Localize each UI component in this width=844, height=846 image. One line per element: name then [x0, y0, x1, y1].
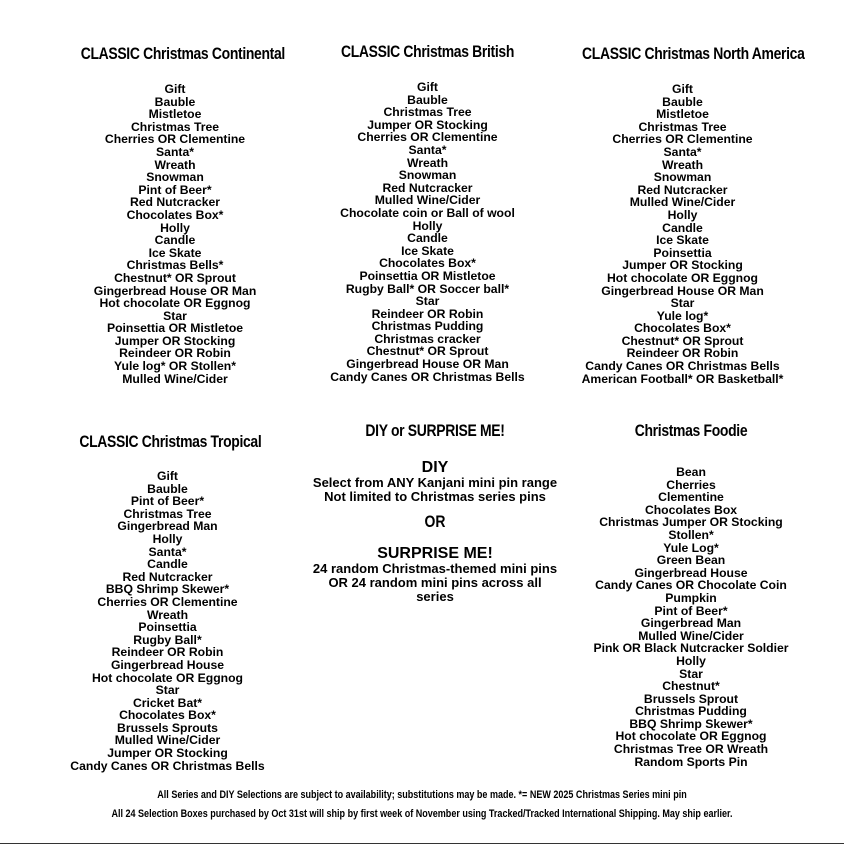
list-item: Chocolate coin or Ball of wool	[340, 205, 515, 220]
list-item: Gingerbread House	[634, 565, 748, 580]
list-item: Star	[679, 666, 703, 681]
list-item: Mulled Wine/Cider	[114, 733, 221, 748]
list-item: Cherries	[666, 477, 716, 492]
list-item: Chocolates Box	[644, 502, 738, 517]
british-section	[320, 42, 535, 383]
list-item: Chestnut* OR Sprout	[366, 344, 489, 359]
north-america-title: CLASSIC Christmas North America	[582, 44, 805, 63]
list-item: Stollen*	[668, 527, 714, 542]
north-america-section	[560, 44, 805, 385]
list-item: Cherries OR Clementine	[357, 130, 498, 145]
list-item: Snowman	[398, 168, 457, 183]
list-item: Star	[163, 308, 187, 323]
list-item: Christmas Bells*	[126, 258, 224, 273]
foodie-title: Christmas Foodie	[634, 421, 748, 440]
bottom-divider	[0, 843, 844, 844]
list-item: Holly	[152, 531, 183, 546]
continental-section	[60, 44, 290, 385]
list-item: Green Bean	[656, 553, 726, 568]
list-item: Snowman	[653, 170, 712, 185]
tropical-list	[60, 470, 275, 772]
list-item: Chocolates Box*	[634, 321, 731, 336]
footer-availability-note: All Series and DIY Selections are subject to availability; substitutions may be made. *= NEW 2025 Christmas Series mini pin	[157, 789, 687, 801]
list-item: Santa*	[663, 144, 702, 159]
diy-heading: DIY	[421, 459, 449, 476]
list-item: Holly	[160, 220, 190, 235]
tropical-title: CLASSIC Christmas Tropical	[79, 432, 262, 451]
list-item: Snowman	[146, 170, 204, 185]
list-item: Cherries OR Clementine	[612, 132, 753, 147]
list-item: Brussels Sprouts	[117, 720, 218, 735]
list-item: Gingerbread House OR Man	[601, 283, 764, 298]
list-item: Ice Skate	[148, 245, 202, 260]
list-item: Christmas Jumper OR Stocking	[599, 515, 783, 530]
list-item: Chestnut* OR Sprout	[114, 270, 236, 285]
list-item: Gingerbread House OR Man	[346, 357, 509, 372]
list-item: Ice Skate	[656, 233, 709, 248]
list-item: Pint of Beer*	[654, 603, 728, 618]
list-item: Pumpkin	[665, 590, 717, 605]
list-item: Pint of Beer*	[138, 182, 212, 197]
diy-line-2: Not limited to Christmas series pins	[324, 489, 546, 504]
list-item: Hot chocolate OR Eggnog	[607, 270, 758, 285]
list-item: Wreath	[146, 607, 189, 622]
list-item: Christmas Tree	[123, 506, 212, 521]
list-item: Hot chocolate OR Eggnog	[615, 729, 767, 744]
list-item: Poinsettia	[138, 620, 197, 635]
list-item: Mistletoe	[148, 107, 202, 122]
list-item: Christmas Tree OR Wreath	[613, 742, 769, 757]
surprise-line-2: OR 24 random mini pins across all	[328, 575, 542, 590]
list-item: Clementine	[658, 490, 724, 505]
list-item: Gift	[164, 82, 186, 96]
diy-line-1: Select from ANY Kanjani mini pin range	[312, 475, 558, 490]
list-item: Hot chocolate OR Eggnog	[92, 670, 243, 685]
list-item: Red Nutcracker	[382, 180, 473, 195]
list-item: Santa*	[148, 544, 187, 559]
surprise-line-3: series	[416, 589, 454, 604]
or-divider: OR	[424, 512, 446, 531]
continental-title: CLASSIC Christmas Continental	[80, 44, 285, 63]
list-item: Jumper OR Stocking	[114, 333, 236, 348]
list-item: BBQ Shrimp Skewer*	[105, 582, 230, 597]
list-item: Wreath	[154, 157, 196, 172]
list-item: Gingerbread Man	[640, 616, 742, 631]
list-item: Gift	[672, 82, 693, 96]
list-item: Bauble	[407, 92, 448, 107]
foodie-section	[580, 421, 802, 768]
list-item: Candle	[154, 233, 196, 248]
list-item: Christmas Pudding	[371, 319, 484, 334]
list-item: Gingerbread Man	[117, 519, 218, 534]
list-item: Holly	[676, 653, 706, 668]
list-item: Jumper OR Stocking	[107, 746, 228, 761]
list-item: Gingerbread House OR Man	[93, 283, 257, 298]
list-item: Santa*	[156, 144, 194, 159]
list-item: Candy Canes OR Christmas Bells	[585, 359, 780, 374]
list-item: Rugby Ball* OR Soccer ball*	[345, 281, 510, 296]
list-item: Pink OR Black Nutcracker Soldier	[593, 641, 789, 656]
list-item: Star	[670, 296, 695, 311]
list-item: Mistletoe	[656, 107, 709, 122]
continental-list	[60, 83, 290, 385]
list-item: Holly	[667, 207, 698, 222]
list-item: Candy Canes OR Chocolate Coin	[595, 578, 787, 593]
list-item: Santa*	[408, 142, 447, 157]
list-item: Christmas cracker	[374, 331, 481, 346]
list-item: Jumper OR Stocking	[622, 258, 743, 273]
list-item: Reindeer OR Robin	[111, 645, 224, 660]
list-item: Yule log* OR Stollen*	[114, 359, 236, 374]
list-item: Rugby Ball*	[133, 632, 202, 647]
list-item: Red Nutcracker	[129, 195, 221, 210]
list-item: Bauble	[147, 481, 188, 496]
list-item: Christmas Tree	[638, 119, 727, 134]
list-item: Christmas Tree	[383, 105, 472, 120]
list-item: Red Nutcracker	[122, 569, 213, 584]
diy-section	[295, 421, 575, 604]
list-item: Gift	[157, 469, 178, 483]
list-item: Candy Canes OR Christmas Bells	[70, 758, 265, 773]
list-item: Chocolates Box*	[379, 256, 476, 271]
list-item: Poinsettia OR Mistletoe	[106, 321, 244, 336]
north-america-list	[560, 83, 805, 385]
tropical-section	[60, 432, 275, 772]
list-item: Random Sports Pin	[634, 754, 748, 769]
list-item: Chestnut* OR Sprout	[621, 333, 744, 348]
surprise-line-1: 24 random Christmas-themed mini pins	[312, 561, 558, 576]
list-item: Mulled Wine/Cider	[638, 628, 744, 643]
list-item: Hot chocolate OR Eggnog	[99, 296, 251, 311]
list-item: Holly	[412, 218, 443, 233]
list-item: Chestnut*	[662, 679, 720, 694]
list-item: Chocolates Box*	[126, 207, 224, 222]
list-item: Star	[415, 294, 440, 309]
list-item: Mulled Wine/Cider	[629, 195, 736, 210]
list-item: Ice Skate	[401, 243, 454, 258]
list-item: Cherries OR Clementine	[97, 594, 238, 609]
list-item: Bauble	[662, 94, 703, 109]
list-item: Pint of Beer*	[130, 494, 205, 509]
list-item: Poinsettia OR Mistletoe	[359, 268, 496, 283]
list-item: Yule log*	[656, 308, 709, 323]
list-item: Chocolates Box*	[119, 708, 216, 723]
list-item: Mulled Wine/Cider	[122, 371, 228, 386]
footer-shipping-note: All 24 Selection Boxes purchased by Oct 31st will ship by first week of November using Tracked/Tracked International Shipping. May ship earlier.	[111, 808, 733, 820]
list-item: Mulled Wine/Cider	[374, 193, 481, 208]
list-item: Poinsettia	[653, 245, 712, 260]
list-item: Candle	[662, 220, 703, 235]
list-item: Reindeer OR Robin	[371, 306, 484, 321]
list-item: American Football* OR Basketball*	[581, 371, 784, 386]
list-item: Cricket Bat*	[132, 695, 203, 710]
list-item: BBQ Shrimp Skewer*	[629, 716, 753, 731]
surprise-heading: SURPRISE ME!	[377, 545, 493, 562]
list-item: Christmas Tree	[130, 119, 220, 134]
british-list	[320, 81, 535, 383]
list-item: Reindeer OR Robin	[119, 346, 231, 361]
list-item: Jumper OR Stocking	[367, 117, 488, 132]
list-item: Gingerbread House	[110, 657, 225, 672]
list-item: Wreath	[406, 155, 449, 170]
list-item: Candle	[147, 557, 188, 572]
british-title: CLASSIC Christmas British	[340, 42, 515, 61]
list-item: Gift	[417, 80, 438, 94]
list-item: Wreath	[661, 157, 704, 172]
list-item: Red Nutcracker	[637, 182, 728, 197]
list-item: Cherries OR Clementine	[104, 132, 246, 147]
list-item: Yule Log*	[663, 540, 719, 555]
list-item: Christmas Pudding	[635, 704, 747, 719]
foodie-list	[580, 466, 802, 768]
diy-title: DIY or SURPRISE ME!	[365, 421, 505, 440]
list-item: Brussels Sprout	[643, 691, 739, 706]
list-item: Bean	[676, 465, 706, 479]
list-item: Bauble	[154, 94, 196, 109]
list-item: Candle	[407, 231, 448, 246]
list-item: Reindeer OR Robin	[626, 346, 739, 361]
list-item: Candy Canes OR Christmas Bells	[330, 369, 525, 384]
list-item: Star	[155, 683, 180, 698]
